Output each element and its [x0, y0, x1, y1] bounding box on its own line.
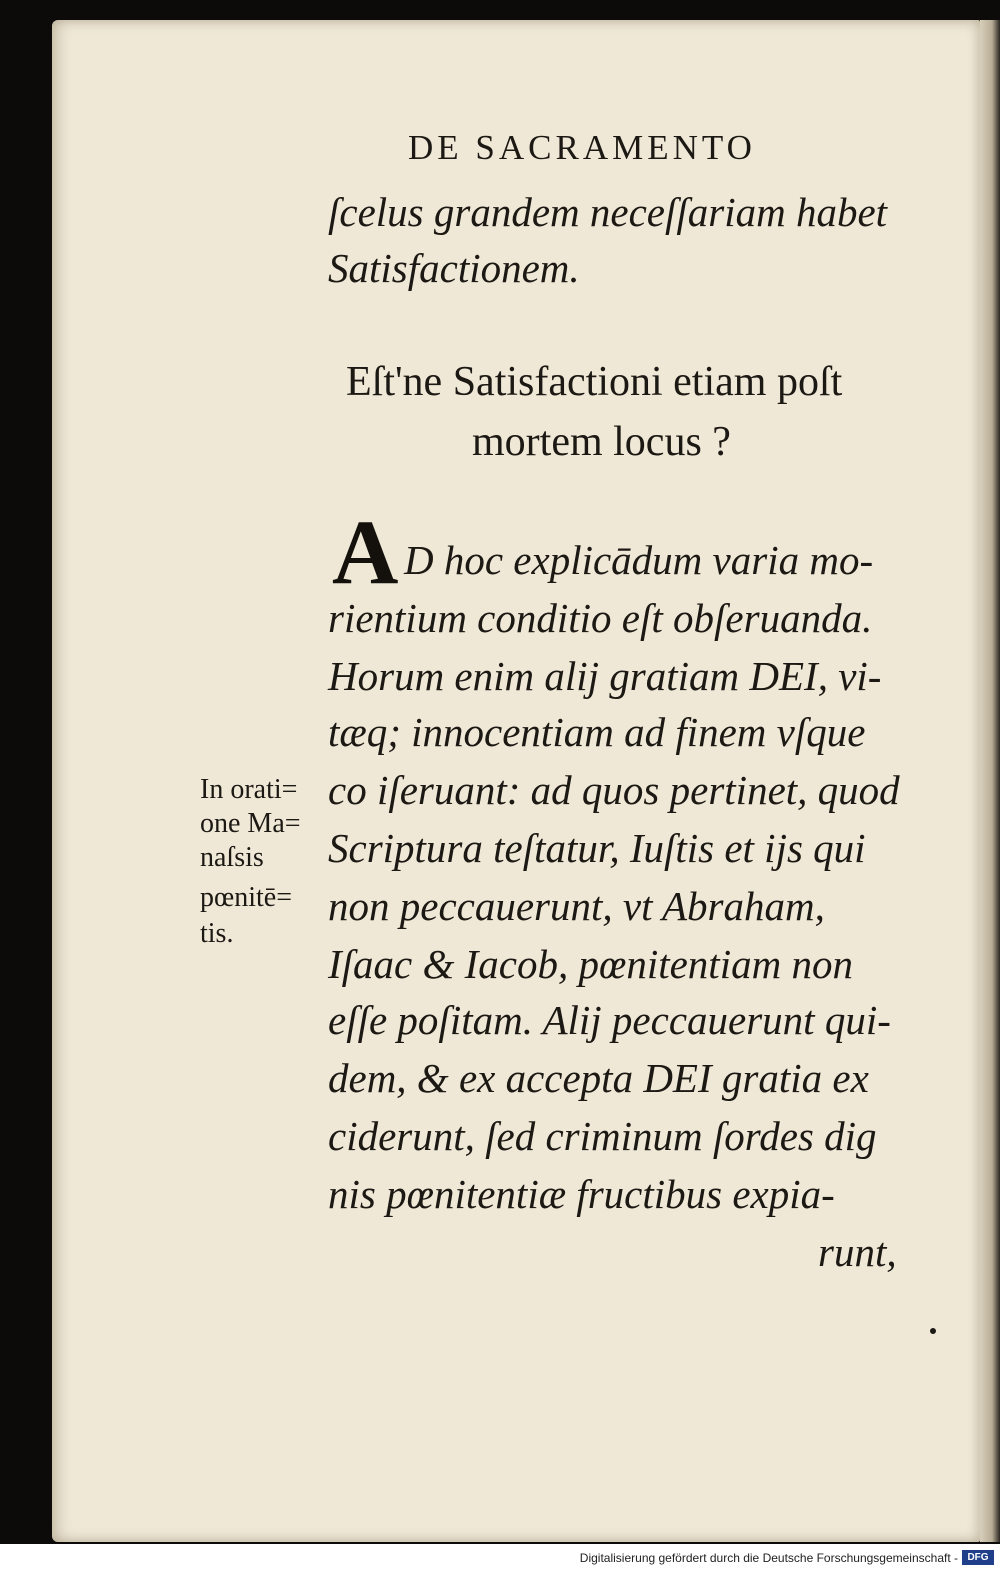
running-head: DE SACRAMENTO	[408, 128, 756, 167]
body-line: nis pœnitentiæ fructibus expia-	[328, 1171, 835, 1217]
body-line: D hoc explicādum varia mo-	[404, 537, 874, 583]
funding-credit: Digitalisierung gefördert durch die Deutsche Forschungsgemeinschaft -	[579, 1551, 958, 1565]
body-line: Horum enim alij gratiam DEI, vi-	[328, 653, 882, 699]
top-line-1: ſcelus grandem neceſſariam habet	[328, 189, 888, 235]
dfg-logo: DFG	[962, 1550, 994, 1565]
body-line: co iſeruant: ad quos pertinet, quod	[328, 767, 900, 813]
marginal-note-line: one Ma=	[200, 808, 301, 839]
marginal-note-line: In orati=	[200, 774, 298, 805]
body-line: ciderunt, ſed criminum ſordes dig	[328, 1113, 877, 1159]
body-line: Scriptura teſtatur, Iuſtis et ijs qui	[328, 825, 866, 871]
catchword: runt,	[818, 1229, 897, 1275]
marginal-note-line: naſsis	[200, 842, 264, 873]
body-line: rientium conditio eſt obſeruanda.	[328, 595, 873, 641]
ink-speck	[930, 1328, 936, 1334]
question-heading-line-1: Eſt'ne Satisfactioni etiam poſt	[346, 359, 843, 405]
body-line: tæq; innocentiam ad finem vſque	[328, 709, 866, 755]
body-line: dem, & ex accepta DEI gratia ex	[328, 1055, 869, 1101]
marginal-note-line: pœnitē=	[200, 882, 292, 913]
drop-cap-initial: A	[332, 501, 399, 603]
top-line-2: Satisfactionem.	[328, 245, 580, 291]
page-edge	[980, 20, 1000, 1542]
body-line: non peccauerunt, vt Abraham,	[328, 883, 825, 929]
question-heading-line-2: mortem locus ?	[472, 419, 731, 465]
body-line: eſſe poſitam. Alij peccauerunt qui-	[328, 997, 891, 1043]
digitization-footer	[0, 1544, 1000, 1572]
marginal-note-line: tis.	[200, 918, 234, 949]
body-line: Iſaac & Iacob, pœnitentiam non	[328, 941, 853, 987]
